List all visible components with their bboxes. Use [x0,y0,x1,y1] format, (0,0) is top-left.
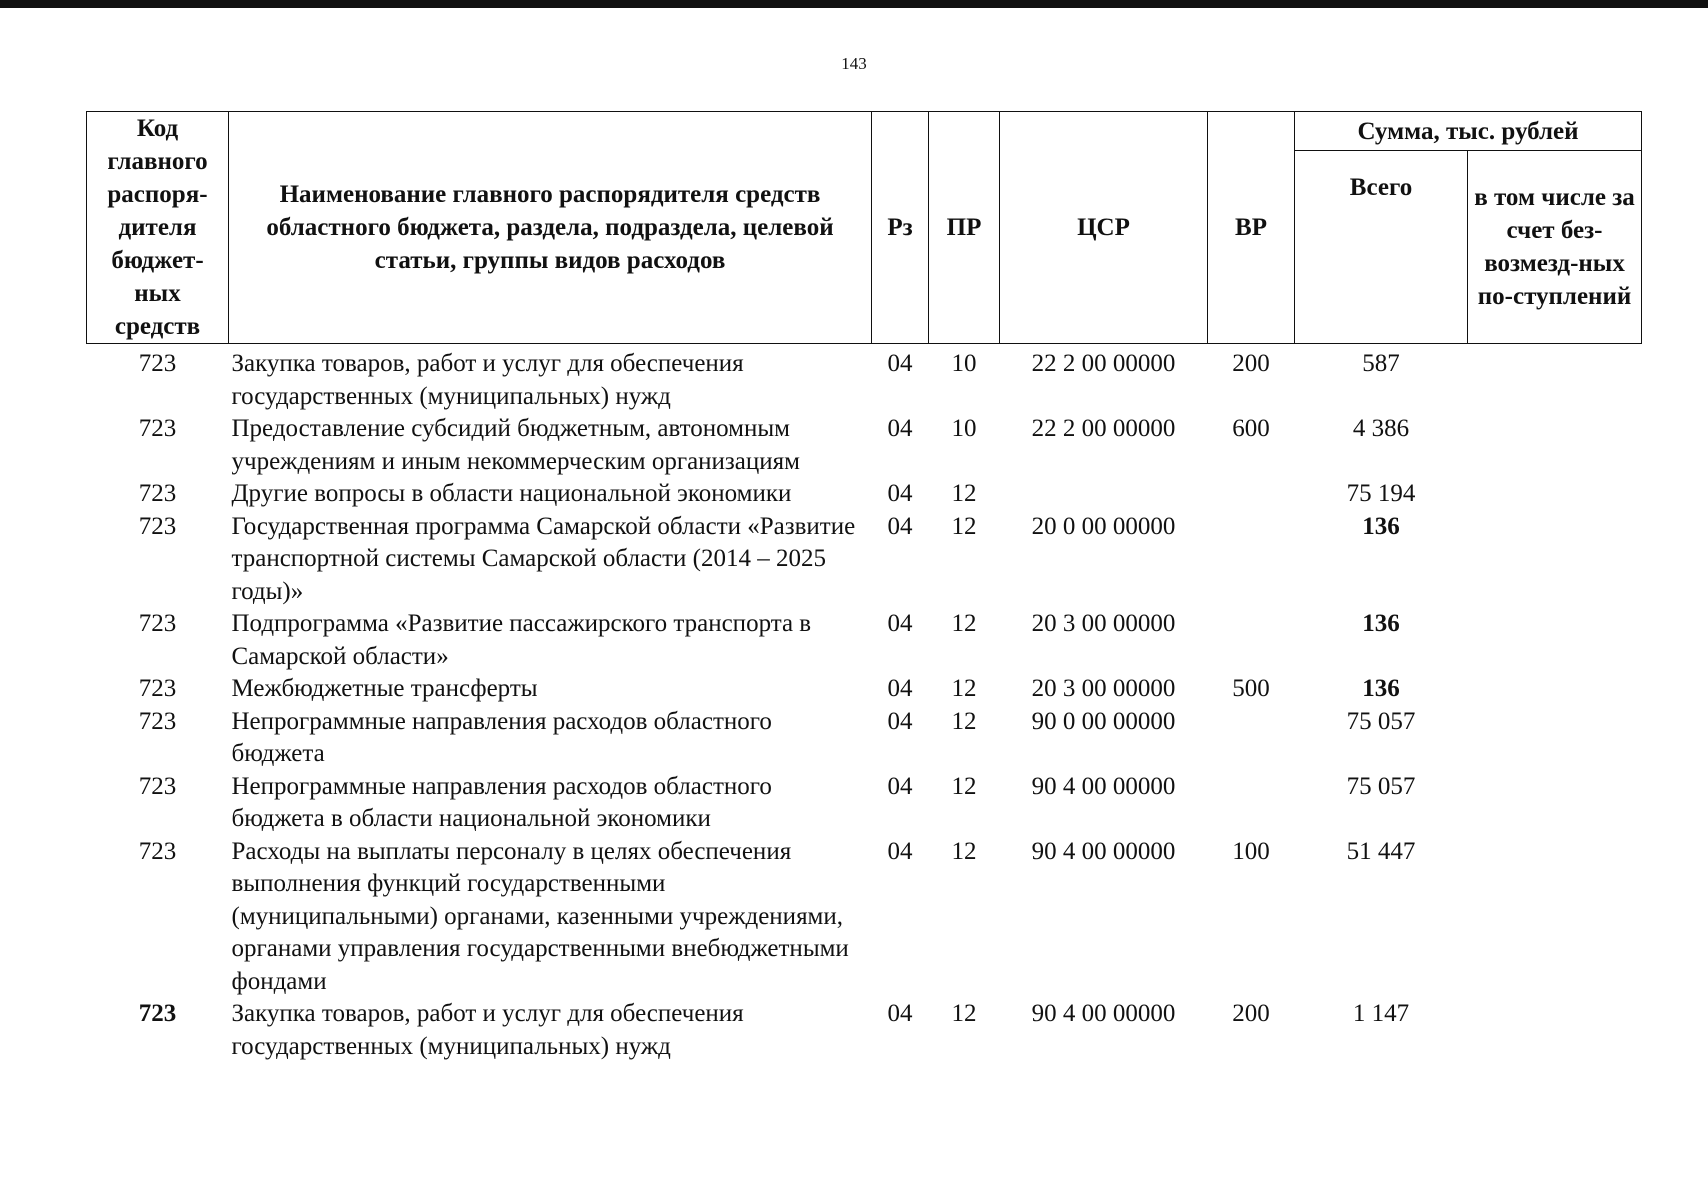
row-rz: 04 [887,837,913,865]
row-vr [1208,706,1295,771]
row-pr: 12 [951,480,977,507]
row-rz: 04 [887,480,913,507]
row-pr: 12 [951,1000,977,1027]
row-pr: 12 [951,837,977,865]
budget-table [86,111,1642,1063]
row-csr: 22 2 00 00000 [1031,350,1176,377]
row-total: 75 194 [1346,480,1416,507]
row-total: 587 [1362,350,1400,377]
row-name: Государственная программа Самарской области «Развитие транспортной системы Самарской области (2014 – 2025 годы)» [231,512,856,605]
header-including: в том числе за счет без-возмезд-ных по-ступлений [1468,151,1642,344]
row-pr: 12 [951,707,977,735]
row-rz: 04 [887,707,913,735]
row-total: 136 [1362,610,1400,637]
row-name: Другие вопросы в области национальной экономики [231,480,792,507]
row-rz: 04 [887,512,913,540]
row-including [1468,673,1642,706]
row-pr: 12 [951,610,977,637]
row-code: 723 [138,675,177,702]
row-rz: 04 [887,350,913,377]
row-code: 723 [138,772,177,800]
table-row [87,771,1642,836]
header-rz: Рз [872,112,929,344]
row-including [1468,771,1642,836]
row-name: Закупка товаров, работ и услуг для обеспечения государственных (муниципальных) нужд [231,1000,744,1060]
row-vr [1208,771,1295,836]
table-row [87,673,1642,706]
row-vr: 200 [1232,350,1270,377]
row-rz: 04 [887,415,913,442]
page-number: 143 [841,54,867,73]
header-total: Всего [1295,151,1468,344]
row-csr [1000,478,1208,511]
row-total: 1 147 [1352,1000,1410,1027]
row-name: Межбюджетные трансферты [231,675,538,702]
row-csr: 90 4 00 00000 [1031,837,1176,865]
row-csr: 20 3 00 00000 [1031,610,1176,637]
row-vr [1208,608,1295,673]
row-name: Расходы на выплаты персоналу в целях обеспечения выполнения функций государственными (муниципальными) органами, казенными учреждениями, органами управления государственными внебюджетными фондами [231,837,849,995]
row-name: Закупка товаров, работ и услуг для обеспечения государственных (муниципальных) нужд [231,350,744,410]
table-row [87,608,1642,673]
table-row [87,413,1642,478]
row-including [1468,998,1642,1063]
row-code: 723 [138,350,177,377]
row-code: 723 [138,415,177,442]
row-code: 723 [138,610,177,637]
table-row [87,706,1642,771]
row-rz: 04 [887,675,913,702]
row-vr: 500 [1232,675,1270,702]
row-name: Предоставление субсидий бюджетным, автономным учреждениям и иным некоммерческим организациям [231,415,800,475]
row-vr: 600 [1232,415,1270,442]
row-code: 723 [138,837,177,865]
page-top-border [0,0,1708,8]
row-including [1468,413,1642,478]
header-vr: ВР [1208,112,1295,344]
row-including [1468,608,1642,673]
row-name: Подпрограмма «Развитие пассажирского транспорта в Самарской области» [231,610,812,670]
row-rz: 04 [887,772,913,800]
row-code: 723 [138,512,177,540]
row-total: 75 057 [1346,707,1416,735]
row-csr: 90 4 00 00000 [1031,772,1176,800]
row-name: Непрограммные направления расходов областного бюджета в области национальной экономики [231,772,772,832]
table-row [87,344,1642,414]
row-vr: 100 [1232,837,1270,865]
header-name: Наименование главного распорядителя средств областного бюджета, раздела, подраздела, целевой статьи, группы видов расходов [229,112,872,344]
row-vr: 200 [1232,1000,1270,1027]
row-vr [1208,511,1295,609]
header-code: Код главного распоря-дителя бюджет-ных средств [87,112,229,344]
row-code: 723 [138,707,177,735]
row-vr [1208,478,1295,511]
header-pr: ПР [929,112,1000,344]
row-csr: 20 3 00 00000 [1031,675,1176,702]
table-row [87,511,1642,609]
row-rz: 04 [887,1000,913,1027]
row-pr: 12 [951,675,977,702]
row-including [1468,836,1642,999]
row-csr: 20 0 00 00000 [1031,512,1176,540]
row-csr: 90 0 00 00000 [1031,707,1176,735]
row-csr: 90 4 00 00000 [1031,1000,1176,1027]
row-total: 51 447 [1346,837,1416,865]
row-including [1468,706,1642,771]
header-csr: ЦСР [1000,112,1208,344]
row-total: 75 057 [1346,772,1416,800]
table-body [87,344,1642,1064]
header-sum: Сумма, тыс. рублей [1295,112,1642,151]
row-total: 136 [1362,675,1400,702]
row-total: 4 386 [1352,415,1410,442]
row-pr: 12 [951,512,977,540]
table-row [87,836,1642,999]
row-pr: 10 [951,415,977,442]
table-row [87,998,1642,1063]
row-total: 136 [1362,512,1400,540]
row-including [1468,344,1642,414]
row-pr: 10 [951,350,977,377]
row-including [1468,511,1642,609]
row-code: 723 [138,480,177,507]
row-including [1468,478,1642,511]
row-rz: 04 [887,610,913,637]
row-code: 723 [138,1000,177,1027]
table-header [87,112,1642,344]
row-name: Непрограммные направления расходов областного бюджета [231,707,772,767]
table-row [87,478,1642,511]
row-csr: 22 2 00 00000 [1031,415,1176,442]
row-pr: 12 [951,772,977,800]
